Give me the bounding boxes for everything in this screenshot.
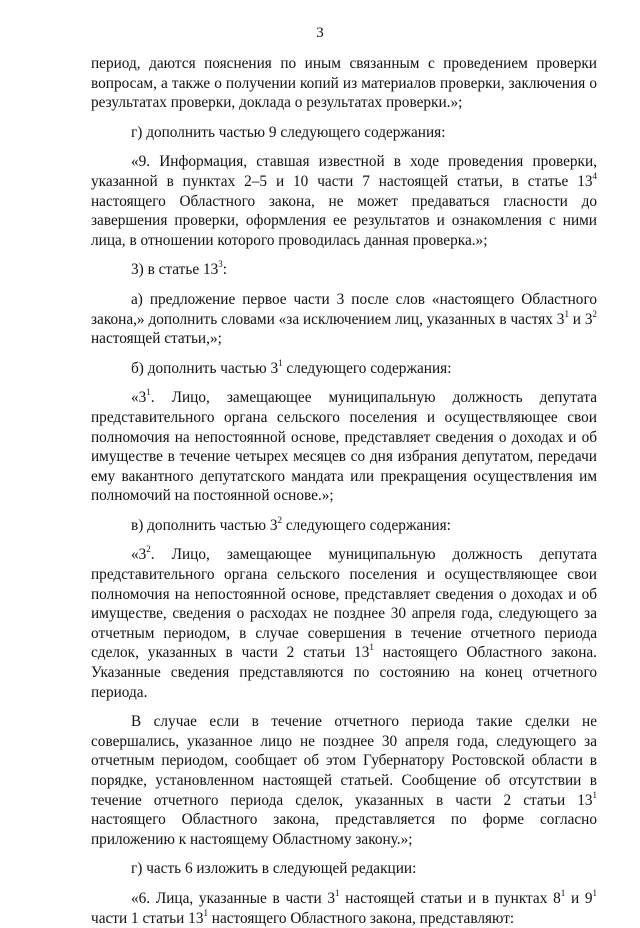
paragraph-9 [91, 545, 597, 702]
paragraph-text: период, даются пояснения по иным связанным с проведением проверки вопросам, а также о получении копий из материалов проверки, заключения о результатах проверки, доклада о результатах проверки.»; [91, 55, 597, 112]
paragraph-text: в) дополнить частью 3 [131, 516, 278, 534]
superscript: 1 [560, 887, 566, 898]
paragraph-12 [91, 889, 597, 928]
superscript: 4 [592, 170, 597, 181]
superscript: 2 [592, 308, 597, 319]
paragraph-text: и 3 [568, 310, 593, 328]
paragraph-10 [91, 712, 597, 849]
paragraph-text: . Лицо, замещающее муниципальную должность депутата представительного органа сельского поселения и осуществляющее свои полномочия на непостоянной основе, представляет сведения о доходах и об имуществе, сведения о расходах не позднее 30 апреля года, следующего за отчетным периодом, в случае совершения в течение отчетного периода сделок, указанных в части 2 статьи 13 [91, 546, 597, 662]
paragraph-text: и 9 [565, 889, 593, 907]
paragraph-text: «3 [131, 389, 147, 407]
paragraph-text: настоящего Областного закона, не может предаваться гласности до завершения проверки, оформления ее результатов и ознакомления с ними лица, в отношении которого проводилась данная проверка.»; [91, 192, 597, 249]
paragraph-text: следующего содержания: [282, 516, 451, 534]
superscript: 2 [277, 514, 283, 525]
paragraph-2 [91, 123, 597, 143]
paragraph-text: В случае если в течение отчетного периода такие сделки не совершались, указанное лицо не позднее 30 апреля года, следующего за отчетным периодом, сообщает об этом Губернатору Ростовской области в порядке, установленном настоящей статьей. Сообщение об отсутствии в течение отчетного периода сделок, указанных в части 2 статьи 13 [91, 713, 597, 809]
paragraph-text: . Лицо, замещающее муниципальную должность депутата представительного органа сельского поселения и осуществляющее свои полномочия на непостоянной основе, представляет сведения о доходах и об имуществе в течение четырех месяцев со дня избрания депутатом, передачи ему вакантного депутатского мандата или прекращения осуществления им полномочий на постоянной основе.»; [91, 389, 597, 505]
paragraph-text: настоящей статьи и в пунктах 8 [339, 889, 561, 907]
paragraph-text: части 1 статьи 13 [91, 909, 204, 927]
superscript: 1 [369, 642, 374, 653]
superscript: 1 [564, 308, 569, 319]
paragraph-text: а) предложение первое части 3 после слов «настоящего Областного закона,» дополнить словами «за исключением лиц, указанных в частях 3 [91, 290, 597, 328]
superscript: 1 [278, 357, 283, 368]
paragraph-text: «9. Информация, ставшая известной в ходе проведения проверки, указанной в пунктах 2–5 и 10 части 7 настоящей статьи, в статье 13 [91, 153, 597, 190]
superscript: 2 [146, 544, 151, 555]
superscript: 1 [335, 887, 340, 898]
superscript: 1 [592, 789, 597, 800]
superscript: 1 [146, 387, 151, 398]
paragraph-5 [91, 290, 597, 349]
page-number: 3 [316, 25, 324, 41]
paragraph-text: следующего содержания: [282, 359, 452, 377]
paragraph-11 [91, 859, 597, 879]
paragraph-text: настоящего Областного закона. Указанные сведения представляются по состоянию на конец отчетного периода. [91, 644, 598, 701]
paragraph-text: настоящего Областного закона, представляется по форме согласно приложению к настоящему Областному закону.»; [91, 811, 597, 848]
paragraph-text: б) дополнить частью 3 [131, 359, 279, 377]
paragraph-7 [91, 388, 597, 506]
paragraph-text: «3 [131, 546, 147, 564]
document-body [91, 54, 597, 928]
paragraph-text: 3) в статье 13 [131, 261, 219, 279]
paragraph-3 [91, 152, 597, 250]
superscript: 1 [203, 907, 208, 918]
paragraph-6 [91, 359, 597, 379]
paragraph-text: настоящей статьи,»; [91, 330, 222, 348]
paragraph-text: «6. Лица, указанные в части 3 [131, 889, 335, 907]
paragraph-4 [91, 260, 597, 280]
paragraph-text: г) дополнить частью 9 следующего содержания: [131, 123, 446, 141]
paragraph-text: : [222, 261, 227, 279]
superscript: 1 [592, 887, 598, 898]
paragraph-8 [91, 516, 597, 536]
paragraph-text: настоящего Областного закона, представляют: [207, 909, 515, 927]
paragraph-text: г) часть 6 изложить в следующей редакции: [131, 860, 417, 878]
paragraph-1 [91, 54, 597, 113]
superscript: 3 [218, 259, 223, 270]
